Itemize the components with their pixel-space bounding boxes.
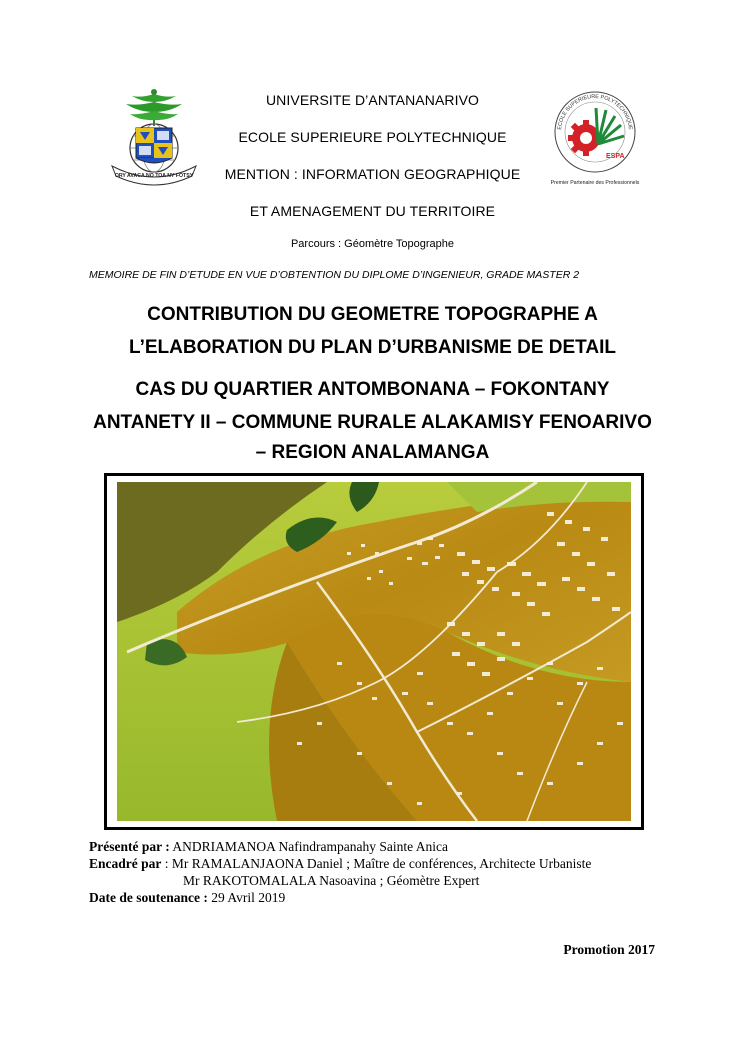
main-title-line-1: CONTRIBUTION DU GEOMETRE TOPOGRAPHE A <box>147 304 598 325</box>
supervisor-line-1 <box>89 855 591 872</box>
defense-date-line <box>89 889 285 906</box>
presenter-name: ANDRIAMANOA Nafindrampanahy Sainte Anica <box>169 839 448 854</box>
defense-date: 29 Avril 2019 <box>207 890 286 905</box>
school-name: ECOLE SUPERIEURE POLYTECHNIQUE <box>238 129 507 145</box>
mention-line: MENTION : INFORMATION GEOGRAPHIQUE <box>224 166 521 182</box>
supervisor-2: Mr RAKOTOMALALA Nasoavina ; Géomètre Expert <box>183 873 480 888</box>
memoire-statement: MEMOIRE DE FIN D’ETUDE EN VUE D’OBTENTION DU DIPLOME D’INGENIEUR, GRADE MASTER 2 <box>89 269 580 281</box>
main-title-line-2: L’ELABORATION DU PLAN D’URBANISME DE DETAIL <box>129 337 616 358</box>
subtitle-line-2: ANTANETY II – COMMUNE RURALE ALAKAMISY FENOARIVO <box>93 412 652 433</box>
university-name: UNIVERSITE D’ANTANANARIVO <box>265 92 480 108</box>
subtitle-line-3: – REGION ANALAMANGA <box>255 442 490 463</box>
presenter-label: Présenté par : <box>89 839 170 854</box>
urban-3d-map-icon <box>117 482 631 821</box>
promotion-label: Promotion 2017 <box>563 942 655 957</box>
mention-line-2: ET AMENAGEMENT DU TERRITOIRE <box>249 203 496 219</box>
presenter-line <box>89 838 448 855</box>
parcours-line: Parcours : Géomètre Topographe <box>290 238 455 250</box>
supervisor-1: : Mr RAMALANJAONA Daniel ; Maître de conférences, Architecte Urbaniste <box>161 856 592 871</box>
subtitle-line-1: CAS DU QUARTIER ANTOMBONANA – FOKONTANY <box>135 379 610 400</box>
defense-label: Date de soutenance : <box>89 890 208 905</box>
svg-text:ESPA: ESPA <box>606 153 625 160</box>
supervisor-label: Encadré par <box>89 856 162 871</box>
svg-text:ECOLE SUPERIEURE POLYTECHNIQUE: ECOLE SUPERIEURE POLYTECHNIQUE <box>557 93 633 131</box>
svg-text:Premier Partenaire des Profess: Premier Partenaire des Professionnels <box>550 180 640 186</box>
cover-map-image <box>104 473 644 830</box>
svg-text:ORY AVACA NO TOA NY FOTSY: ORY AVACA NO TOA NY FOTSY <box>114 173 194 179</box>
